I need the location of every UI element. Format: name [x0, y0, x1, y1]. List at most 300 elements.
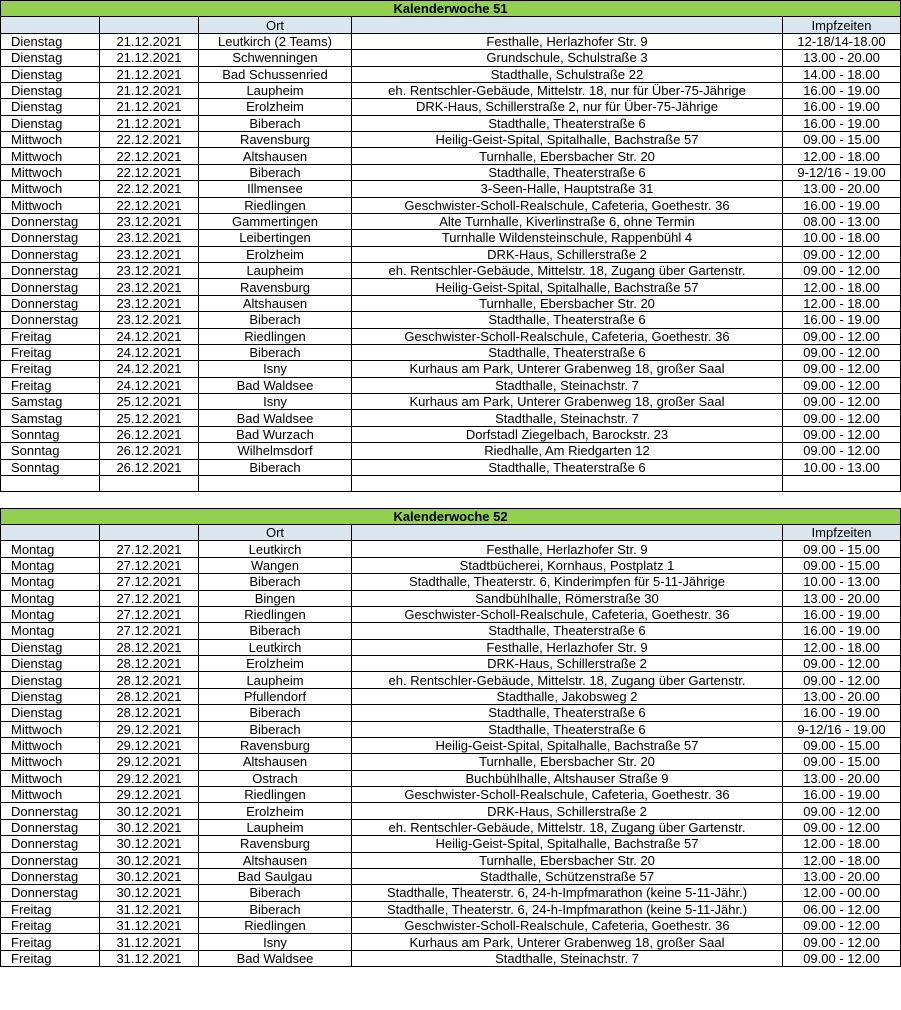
cell-date: 31.12.2021	[100, 918, 199, 934]
table-row	[1, 852, 901, 868]
table-row	[1, 868, 901, 884]
cell-location: Festhalle, Herlazhofer Str. 9	[352, 33, 783, 49]
cell-time: 09.00 - 12.00	[783, 819, 901, 835]
table-row	[1, 885, 901, 901]
cell-ort: Erolzheim	[199, 246, 352, 262]
cell-day: Mittwoch	[1, 181, 100, 197]
cell-time: 09.00 - 12.00	[783, 246, 901, 262]
cell-time: 09.00 - 12.00	[783, 443, 901, 459]
cell-time: 16.00 - 19.00	[783, 82, 901, 98]
table-row	[1, 164, 901, 180]
cell-time: 9-12/16 - 19.00	[783, 721, 901, 737]
cell-ort: Biberach	[199, 705, 352, 721]
table-row	[1, 361, 901, 377]
cell-ort: Gammertingen	[199, 213, 352, 229]
empty-cell	[783, 475, 901, 491]
table-row	[1, 934, 901, 950]
cell-date: 29.12.2021	[100, 754, 199, 770]
gap-row	[1, 492, 901, 508]
cell-location: Turnhalle, Ebersbacher Str. 20	[352, 754, 783, 770]
cell-date: 29.12.2021	[100, 737, 199, 753]
cell-time: 09.00 - 15.00	[783, 132, 901, 148]
cell-time: 09.00 - 12.00	[783, 656, 901, 672]
cell-ort: Bad Waldsee	[199, 377, 352, 393]
cell-ort: Bad Saulgau	[199, 868, 352, 884]
cell-time: 10.00 - 13.00	[783, 459, 901, 475]
table-row	[1, 213, 901, 229]
cell-date: 31.12.2021	[100, 901, 199, 917]
cell-location: Grundschule, Schulstraße 3	[352, 50, 783, 66]
table-row	[1, 836, 901, 852]
cell-date: 28.12.2021	[100, 688, 199, 704]
cell-day: Freitag	[1, 950, 100, 966]
cell-location: Geschwister-Scholl-Realschule, Cafeteria, Goethestr. 36	[352, 918, 783, 934]
cell-day: Dienstag	[1, 688, 100, 704]
cell-time: 16.00 - 19.00	[783, 606, 901, 622]
cell-ort: Pfullendorf	[199, 688, 352, 704]
empty-cell	[352, 475, 783, 491]
cell-location: Stadthalle, Steinachstr. 7	[352, 377, 783, 393]
cell-date: 28.12.2021	[100, 672, 199, 688]
cell-day: Montag	[1, 590, 100, 606]
cell-date: 27.12.2021	[100, 623, 199, 639]
table-row	[1, 672, 901, 688]
header-ort: Ort	[199, 525, 352, 541]
cell-day: Mittwoch	[1, 754, 100, 770]
cell-ort: Altshausen	[199, 754, 352, 770]
empty-row	[1, 475, 901, 491]
cell-ort: Biberach	[199, 312, 352, 328]
cell-location: Stadtbücherei, Kornhaus, Postplatz 1	[352, 557, 783, 573]
cell-day: Sonntag	[1, 459, 100, 475]
cell-ort: Leutkirch (2 Teams)	[199, 33, 352, 49]
cell-time: 09.00 - 15.00	[783, 541, 901, 557]
table-row	[1, 803, 901, 819]
cell-day: Dienstag	[1, 66, 100, 82]
cell-time: 09.00 - 12.00	[783, 394, 901, 410]
cell-ort: Riedlingen	[199, 328, 352, 344]
cell-ort: Biberach	[199, 115, 352, 131]
cell-day: Donnerstag	[1, 263, 100, 279]
empty-cell	[1, 475, 100, 491]
table-row	[1, 541, 901, 557]
cell-ort: Riedlingen	[199, 197, 352, 213]
cell-day: Dienstag	[1, 672, 100, 688]
cell-ort: Riedlingen	[199, 606, 352, 622]
header-impfzeiten: Impfzeiten	[783, 17, 901, 33]
cell-day: Montag	[1, 623, 100, 639]
cell-time: 09.00 - 15.00	[783, 737, 901, 753]
cell-date: 22.12.2021	[100, 164, 199, 180]
cell-time: 12.00 - 18.00	[783, 148, 901, 164]
cell-day: Freitag	[1, 344, 100, 360]
header-date	[100, 17, 199, 33]
cell-ort: Ostrach	[199, 770, 352, 786]
cell-day: Mittwoch	[1, 721, 100, 737]
cell-day: Dienstag	[1, 33, 100, 49]
cell-ort: Laupheim	[199, 672, 352, 688]
cell-ort: Bad Wurzach	[199, 426, 352, 442]
cell-date: 21.12.2021	[100, 99, 199, 115]
cell-day: Dienstag	[1, 50, 100, 66]
cell-location: Stadthalle, Steinachstr. 7	[352, 410, 783, 426]
header-day	[1, 525, 100, 541]
cell-day: Montag	[1, 557, 100, 573]
cell-day: Montag	[1, 606, 100, 622]
cell-day: Dienstag	[1, 639, 100, 655]
cell-time: 09.00 - 12.00	[783, 328, 901, 344]
cell-ort: Laupheim	[199, 263, 352, 279]
cell-ort: Ravensburg	[199, 132, 352, 148]
table-row	[1, 230, 901, 246]
cell-time: 09.00 - 12.00	[783, 950, 901, 966]
header-impfzeiten: Impfzeiten	[783, 525, 901, 541]
cell-location: Stadthalle, Theaterstraße 6	[352, 705, 783, 721]
cell-day: Sonntag	[1, 426, 100, 442]
cell-date: 29.12.2021	[100, 721, 199, 737]
table-row	[1, 263, 901, 279]
cell-date: 23.12.2021	[100, 263, 199, 279]
cell-time: 16.00 - 19.00	[783, 705, 901, 721]
cell-ort: Biberach	[199, 901, 352, 917]
header-location	[352, 525, 783, 541]
table-row	[1, 705, 901, 721]
cell-location: 3-Seen-Halle, Hauptstraße 31	[352, 181, 783, 197]
cell-day: Freitag	[1, 901, 100, 917]
cell-location: Stadthalle, Theaterstraße 6	[352, 721, 783, 737]
cell-location: Heilig-Geist-Spital, Spitalhalle, Bachstraße 57	[352, 737, 783, 753]
cell-date: 21.12.2021	[100, 115, 199, 131]
cell-time: 09.00 - 12.00	[783, 377, 901, 393]
table-row	[1, 328, 901, 344]
table-row	[1, 606, 901, 622]
cell-location: eh. Rentschler-Gebäude, Mittelstr. 18, Zugang über Gartenstr.	[352, 672, 783, 688]
cell-time: 12.00 - 18.00	[783, 279, 901, 295]
cell-day: Samstag	[1, 394, 100, 410]
cell-day: Samstag	[1, 410, 100, 426]
header-location	[352, 17, 783, 33]
cell-ort: Wangen	[199, 557, 352, 573]
cell-day: Dienstag	[1, 99, 100, 115]
cell-day: Freitag	[1, 918, 100, 934]
cell-location: Geschwister-Scholl-Realschule, Cafeteria, Goethestr. 36	[352, 197, 783, 213]
cell-time: 14.00 - 18.00	[783, 66, 901, 82]
cell-location: Heilig-Geist-Spital, Spitalhalle, Bachstraße 57	[352, 836, 783, 852]
cell-ort: Leutkirch	[199, 639, 352, 655]
cell-date: 26.12.2021	[100, 459, 199, 475]
week-title-row	[1, 1, 901, 17]
cell-day: Dienstag	[1, 705, 100, 721]
cell-day: Donnerstag	[1, 836, 100, 852]
cell-day: Mittwoch	[1, 132, 100, 148]
cell-time: 08.00 - 13.00	[783, 213, 901, 229]
cell-time: 16.00 - 19.00	[783, 787, 901, 803]
cell-ort: Altshausen	[199, 148, 352, 164]
table-row	[1, 99, 901, 115]
cell-location: Turnhalle, Ebersbacher Str. 20	[352, 148, 783, 164]
cell-location: Turnhalle, Ebersbacher Str. 20	[352, 852, 783, 868]
cell-date: 24.12.2021	[100, 328, 199, 344]
cell-time: 09.00 - 12.00	[783, 672, 901, 688]
cell-ort: Bad Waldsee	[199, 950, 352, 966]
cell-time: 13.00 - 20.00	[783, 688, 901, 704]
cell-date: 23.12.2021	[100, 213, 199, 229]
cell-ort: Biberach	[199, 721, 352, 737]
cell-day: Donnerstag	[1, 230, 100, 246]
cell-date: 23.12.2021	[100, 279, 199, 295]
cell-ort: Erolzheim	[199, 803, 352, 819]
cell-location: eh. Rentschler-Gebäude, Mittelstr. 18, Zugang über Gartenstr.	[352, 819, 783, 835]
cell-date: 21.12.2021	[100, 50, 199, 66]
cell-ort: Laupheim	[199, 82, 352, 98]
header-ort: Ort	[199, 17, 352, 33]
table-row	[1, 819, 901, 835]
table-row	[1, 410, 901, 426]
cell-ort: Isny	[199, 394, 352, 410]
table-row	[1, 443, 901, 459]
cell-date: 21.12.2021	[100, 33, 199, 49]
cell-day: Mittwoch	[1, 787, 100, 803]
table-row	[1, 590, 901, 606]
cell-date: 27.12.2021	[100, 557, 199, 573]
cell-time: 09.00 - 12.00	[783, 934, 901, 950]
cell-location: DRK-Haus, Schillerstraße 2, nur für Über-75-Jährige	[352, 99, 783, 115]
cell-time: 09.00 - 15.00	[783, 557, 901, 573]
cell-ort: Ravensburg	[199, 836, 352, 852]
table-row	[1, 115, 901, 131]
cell-time: 09.00 - 12.00	[783, 918, 901, 934]
cell-date: 25.12.2021	[100, 394, 199, 410]
cell-day: Dienstag	[1, 82, 100, 98]
cell-time: 09.00 - 12.00	[783, 426, 901, 442]
cell-location: Festhalle, Herlazhofer Str. 9	[352, 639, 783, 655]
cell-location: Dorfstadl Ziegelbach, Barockstr. 23	[352, 426, 783, 442]
cell-date: 24.12.2021	[100, 361, 199, 377]
table-row	[1, 721, 901, 737]
cell-date: 29.12.2021	[100, 770, 199, 786]
cell-day: Donnerstag	[1, 852, 100, 868]
cell-date: 22.12.2021	[100, 132, 199, 148]
cell-ort: Isny	[199, 361, 352, 377]
cell-location: Sandbühlhalle, Römerstraße 30	[352, 590, 783, 606]
cell-location: DRK-Haus, Schillerstraße 2	[352, 656, 783, 672]
cell-date: 26.12.2021	[100, 443, 199, 459]
cell-date: 23.12.2021	[100, 230, 199, 246]
cell-date: 30.12.2021	[100, 868, 199, 884]
table-row	[1, 770, 901, 786]
cell-location: Stadthalle, Theaterstraße 6	[352, 115, 783, 131]
cell-ort: Bad Waldsee	[199, 410, 352, 426]
cell-location: Turnhalle Wildensteinschule, Rappenbühl 4	[352, 230, 783, 246]
cell-location: Kurhaus am Park, Unterer Grabenweg 18, großer Saal	[352, 394, 783, 410]
table-row	[1, 344, 901, 360]
cell-date: 21.12.2021	[100, 66, 199, 82]
cell-time: 09.00 - 12.00	[783, 344, 901, 360]
cell-location: Stadthalle, Theaterstraße 6	[352, 312, 783, 328]
cell-ort: Bad Schussenried	[199, 66, 352, 82]
cell-day: Montag	[1, 574, 100, 590]
cell-location: Turnhalle, Ebersbacher Str. 20	[352, 295, 783, 311]
empty-cell	[100, 475, 199, 491]
header-day	[1, 17, 100, 33]
cell-day: Freitag	[1, 361, 100, 377]
cell-location: Stadthalle, Schützenstraße 57	[352, 868, 783, 884]
cell-ort: Altshausen	[199, 295, 352, 311]
week-title-row	[1, 508, 901, 524]
cell-day: Mittwoch	[1, 770, 100, 786]
table-row	[1, 950, 901, 966]
cell-ort: Ravensburg	[199, 279, 352, 295]
cell-location: Stadthalle, Theaterstraße 6	[352, 164, 783, 180]
cell-ort: Erolzheim	[199, 656, 352, 672]
cell-date: 31.12.2021	[100, 934, 199, 950]
table-row	[1, 737, 901, 753]
cell-location: Stadthalle, Theaterstraße 6	[352, 623, 783, 639]
cell-time: 12.00 - 18.00	[783, 295, 901, 311]
table-row	[1, 197, 901, 213]
table-row	[1, 574, 901, 590]
cell-date: 22.12.2021	[100, 148, 199, 164]
gap-cell	[1, 492, 901, 508]
table-row	[1, 656, 901, 672]
cell-date: 30.12.2021	[100, 836, 199, 852]
cell-time: 12.00 - 00.00	[783, 885, 901, 901]
cell-location: DRK-Haus, Schillerstraße 2	[352, 246, 783, 262]
cell-location: Festhalle, Herlazhofer Str. 9	[352, 541, 783, 557]
cell-time: 09.00 - 15.00	[783, 754, 901, 770]
cell-date: 30.12.2021	[100, 803, 199, 819]
cell-day: Mittwoch	[1, 148, 100, 164]
cell-time: 09.00 - 12.00	[783, 410, 901, 426]
table-row	[1, 394, 901, 410]
cell-day: Donnerstag	[1, 819, 100, 835]
cell-date: 22.12.2021	[100, 181, 199, 197]
table-row	[1, 279, 901, 295]
cell-day: Donnerstag	[1, 213, 100, 229]
cell-time: 16.00 - 19.00	[783, 197, 901, 213]
cell-time: 12.00 - 18.00	[783, 852, 901, 868]
cell-day: Montag	[1, 541, 100, 557]
cell-ort: Ravensburg	[199, 737, 352, 753]
cell-day: Mittwoch	[1, 164, 100, 180]
cell-date: 23.12.2021	[100, 246, 199, 262]
cell-time: 13.00 - 20.00	[783, 50, 901, 66]
cell-location: Stadthalle, Theaterstraße 6	[352, 459, 783, 475]
cell-date: 26.12.2021	[100, 426, 199, 442]
cell-ort: Riedlingen	[199, 787, 352, 803]
table-row	[1, 639, 901, 655]
table-row	[1, 33, 901, 49]
table-row	[1, 181, 901, 197]
cell-location: Kurhaus am Park, Unterer Grabenweg 18, großer Saal	[352, 934, 783, 950]
cell-time: 13.00 - 20.00	[783, 770, 901, 786]
cell-time: 09.00 - 12.00	[783, 803, 901, 819]
cell-day: Freitag	[1, 934, 100, 950]
cell-day: Freitag	[1, 377, 100, 393]
table-row	[1, 901, 901, 917]
cell-ort: Leutkirch	[199, 541, 352, 557]
cell-time: 16.00 - 19.00	[783, 312, 901, 328]
cell-date: 27.12.2021	[100, 590, 199, 606]
cell-day: Freitag	[1, 328, 100, 344]
cell-date: 30.12.2021	[100, 885, 199, 901]
table-row	[1, 918, 901, 934]
cell-location: Heilig-Geist-Spital, Spitalhalle, Bachstraße 57	[352, 279, 783, 295]
cell-day: Mittwoch	[1, 737, 100, 753]
cell-date: 23.12.2021	[100, 312, 199, 328]
cell-time: 16.00 - 19.00	[783, 99, 901, 115]
cell-date: 28.12.2021	[100, 656, 199, 672]
cell-location: Buchbühlhalle, Altshauser Straße 9	[352, 770, 783, 786]
column-header-row	[1, 525, 901, 541]
cell-ort: Isny	[199, 934, 352, 950]
cell-date: 27.12.2021	[100, 574, 199, 590]
cell-location: Geschwister-Scholl-Realschule, Cafeteria, Goethestr. 36	[352, 328, 783, 344]
cell-day: Sonntag	[1, 443, 100, 459]
cell-date: 22.12.2021	[100, 197, 199, 213]
empty-cell	[199, 475, 352, 491]
cell-time: 12.00 - 18.00	[783, 639, 901, 655]
cell-ort: Bingen	[199, 590, 352, 606]
cell-time: 12.00 - 18.00	[783, 836, 901, 852]
table-row	[1, 623, 901, 639]
cell-location: eh. Rentschler-Gebäude, Mittelstr. 18, Zugang über Gartenstr.	[352, 263, 783, 279]
cell-date: 30.12.2021	[100, 819, 199, 835]
cell-date: 21.12.2021	[100, 82, 199, 98]
cell-time: 13.00 - 20.00	[783, 181, 901, 197]
week-title: Kalenderwoche 51	[1, 1, 901, 17]
cell-location: Stadthalle, Jakobsweg 2	[352, 688, 783, 704]
cell-location: eh. Rentschler-Gebäude, Mittelstr. 18, nur für Über-75-Jährige	[352, 82, 783, 98]
cell-time: 09.00 - 12.00	[783, 263, 901, 279]
cell-time: 16.00 - 19.00	[783, 623, 901, 639]
cell-time: 12-18/14-18.00	[783, 33, 901, 49]
cell-date: 24.12.2021	[100, 344, 199, 360]
cell-time: 10.00 - 18.00	[783, 230, 901, 246]
cell-ort: Riedlingen	[199, 918, 352, 934]
cell-date: 28.12.2021	[100, 639, 199, 655]
table-row	[1, 66, 901, 82]
cell-ort: Biberach	[199, 344, 352, 360]
cell-location: Geschwister-Scholl-Realschule, Cafeteria, Goethestr. 36	[352, 787, 783, 803]
table-row	[1, 312, 901, 328]
cell-date: 29.12.2021	[100, 787, 199, 803]
table-row	[1, 246, 901, 262]
cell-day: Dienstag	[1, 115, 100, 131]
cell-date: 23.12.2021	[100, 295, 199, 311]
cell-location: Stadthalle, Theaterstr. 6, 24-h-Impfmarathon (keine 5-11-Jähr.)	[352, 901, 783, 917]
cell-location: Stadthalle, Schulstraße 22	[352, 66, 783, 82]
cell-ort: Schwenningen	[199, 50, 352, 66]
table-row	[1, 459, 901, 475]
cell-ort: Erolzheim	[199, 99, 352, 115]
cell-location: Alte Turnhalle, Kiverlinstraße 6, ohne Termin	[352, 213, 783, 229]
cell-day: Donnerstag	[1, 295, 100, 311]
cell-date: 28.12.2021	[100, 705, 199, 721]
table-row	[1, 557, 901, 573]
cell-ort: Biberach	[199, 885, 352, 901]
cell-day: Donnerstag	[1, 868, 100, 884]
cell-ort: Laupheim	[199, 819, 352, 835]
cell-day: Donnerstag	[1, 885, 100, 901]
cell-date: 27.12.2021	[100, 541, 199, 557]
cell-ort: Leibertingen	[199, 230, 352, 246]
cell-time: 9-12/16 - 19.00	[783, 164, 901, 180]
cell-day: Donnerstag	[1, 279, 100, 295]
column-header-row	[1, 17, 901, 33]
table-row	[1, 377, 901, 393]
table-row	[1, 688, 901, 704]
